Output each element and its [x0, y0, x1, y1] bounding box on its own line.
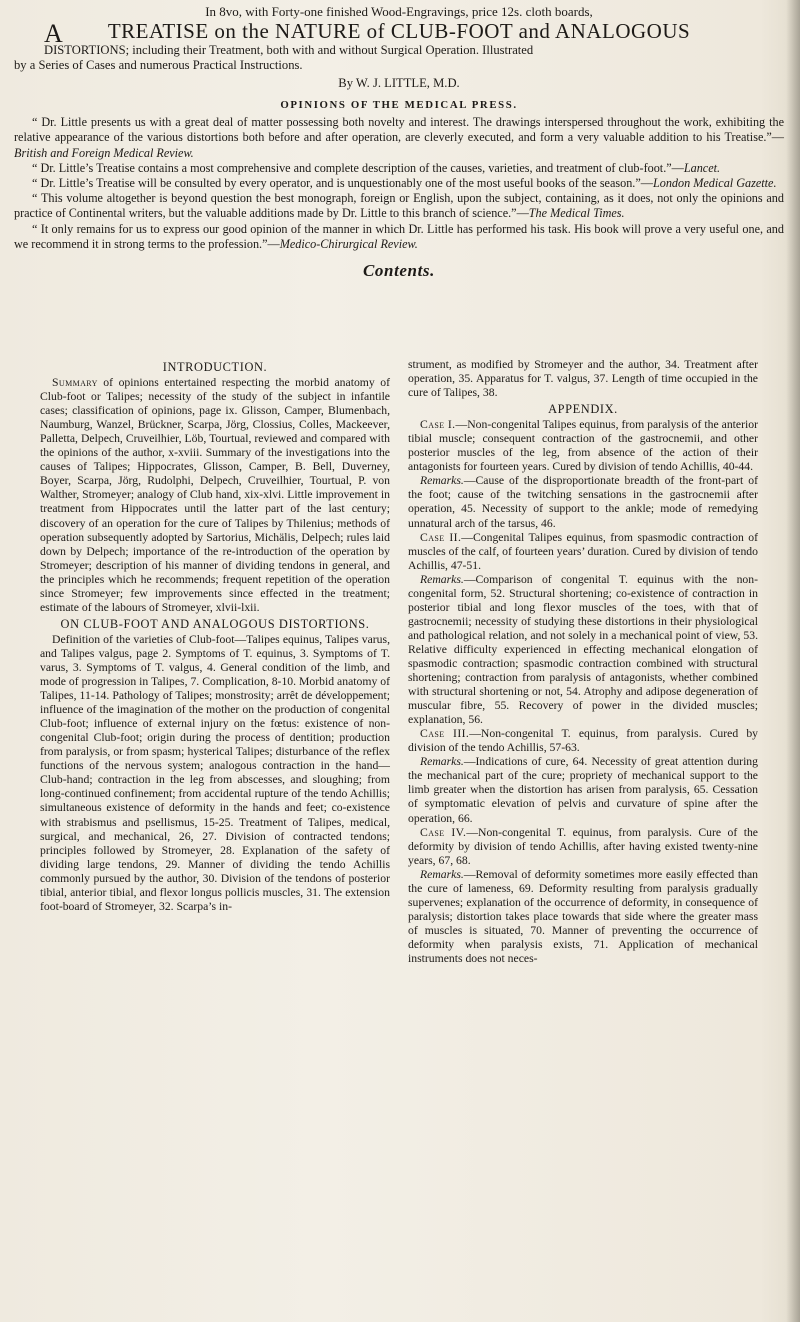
remarks-entry: Remarks.—Cause of the disproportionate breadth of the front-part of the foot; cause of the twitching sensations in the gastrocnemii after operation, 45. Necessity of support to the ankle; mode of remedying unnatural arch of the tarsus, 46.	[408, 474, 758, 530]
case-entry: Case I.—Non-congenital Talipes equinus, from paralysis of the anterior tibial muscle; consequent contraction of the gastrocnemii, and other posterior muscles of the leg, from absence of the action of their antagonists for fourteen years. Cured by division of tendo Achillis, 40-44.	[408, 418, 758, 474]
contents-heading: Contents.	[362, 261, 435, 281]
book-title	[14, 19, 784, 49]
opinions-heading: OPINIONS OF THE MEDICAL PRESS.	[280, 98, 518, 111]
page-edge-shadow	[786, 0, 800, 1322]
press-quote: “ Dr. Little’s Treatise contains a most comprehensive and complete description of the causes, varieties, and treatment of club-foot.”—Lancet.	[32, 160, 721, 175]
subtitle-line-1: DISTORTIONS; including their Treatment, both with and without Surgical Operation. Illustrated	[44, 43, 534, 58]
remarks-entry: Remarks.—Comparison of congenital T. equinus with the non-congenital form, 52. Structural shortening; co-existence of contraction in posterior tibial and long flexor muscles of the toes, with that of gastrocnemii; necessity of studying these distortions in their physiological and pathological relation, and not solely in a mechanical point of view, 53. Relative difficulty experienced in effecting mechanical elongation of spasmodic contraction; spasmodic contraction combined with structural shortening; contraction from paralysis of antagonists, whether combined with structural shortening or not, 54. Atrophy and adipose degeneration of muscular fibre, 55. Recovery of power in the divided muscles; explanation, 56.	[408, 572, 758, 727]
main-section-text: Definition of the varieties of Club-foot—Talipes equinus, Talipes varus, and Talipes valgus, page 2. Symptoms of T. equinus, 3. Symptoms of T. varus, 3. Symptoms of T. valgus, 4. General condition of the limb, and mode of progression in Talipes, 7. Complication, 8-10. Morbid anatomy of Talipes, 11-14. Pathology of Talipes; monstrosity; arrêt de développement; influence of the imagination of the mother on the production of congenital Club-foot; influence of external injury on the fœtus: existence of non-congenital Club-foot; origin during the process of dentition; production from paralysis, or from spasm; hysterical Talipes; disturbance of the reflex functions of the nervous system; analogous contraction in the hand—Club-hand; contraction in the leg from abscesses, and sloughing; from long-continued confinement; from accidental rupture of the tendo Achillis; simultaneous existence of deformity in the hands and feet; co-existence with strabismus and psellismus, 15-25. Treatment of Talipes, medical, surgical, and mechanical, 26, 27. Division of contracted tendons; principles followed by Stromeyer, 28. Explanation of the safety of dividing large tendons, 29. Manner of dividing the tendo Achillis commonly pursued by the author, 30. Division of the tendons of posterior tibial, anterior tibial, and flexor longus pollicis muscles, 31. The extension foot-board of Stromeyer, 32. Scarpa’s in-	[40, 632, 390, 913]
remarks-entry: Remarks.—Removal of deformity sometimes more easily effected than the cure of lameness, 69. Deformity resulting from paralysis gradually supervenes; explanation of the occurrence of deformity, in consequence of paralysis; distortion takes place towards that side where the greater mass of muscles is situated, 70. Manner of preventing the occurrence of deformity when paralysis exists, 71. Application of mechanical instruments does not neces-	[408, 867, 758, 965]
main-section-heading: ON CLUB-FOOT AND ANALOGOUS DISTORTIONS.	[60, 616, 370, 631]
subtitle-line-2: by a Series of Cases and numerous Practical Instructions.	[14, 58, 303, 73]
press-quote: “ This volume altogether is beyond question the best monograph, foreign or English, upon the subject, containing, as it does, not only the opinions and practice of Continental writers, but the valuable additions made by Dr. Little to this branch of science.”—The Medical Times.	[14, 191, 784, 221]
contents-right-column	[408, 358, 758, 966]
contents-left-column	[40, 358, 390, 914]
title-initial: A	[44, 19, 64, 49]
appendix-heading: APPENDIX.	[548, 402, 618, 417]
introduction-heading: INTRODUCTION.	[162, 360, 268, 374]
case-entry: Case II.—Congenital Talipes equinus, from spasmodic contraction of muscles of the calf, of fourteen years’ duration. Cured by division of tendo Achillis, 47-51.	[408, 530, 758, 572]
advertisement-header	[14, 4, 784, 282]
publication-line: In 8vo, with Forty-one finished Wood-Engravings, price 12s. cloth boards,	[205, 4, 593, 19]
author-byline: By W. J. LITTLE, M.D.	[338, 76, 460, 91]
press-quote: “ Dr. Little presents us with a great deal of matter possessing both novelty and interest. The drawings interspersed throughout the work, exhibiting the relative appearance of the various distortions both before and after operation, are cleverly executed, and form a very valuable addition to his Treatise.”—British and Foreign Medical Review.	[14, 115, 784, 160]
press-quote: “ It only remains for us to express our good opinion of the manner in which Dr. Little has performed his task. His book will prove a very useful one, and we recommend it in strong terms to the profession.”—Medico-Chirurgical Review.	[14, 221, 784, 251]
introduction-summary: Summary of opinions entertained respecting the morbid anatomy of Club-foot or Talipes; necessity of the study of the subject in infantile cases; classification of opinions, page ix. Glisson, Camper, Blumenbach, Naumburg, Wanzel, Brückner, Scarpa, Jörg, Clossius, Colles, Mackeever, Palletta, Delpech, Cruveilhier, Löb, Tourtual, reviewed and compared with the opinions of the author, x-xviii. Summary of the investigations into the causes of Talipes; Hippocrates, Glisson, Camper, B. Bell, Duverney, Boyer, Scarpa, Jörg, Rudolphi, Delpech, Cruveilhier, Tourtual, P. von Walther, Stromeyer; analogy of Club hand, xix-xlvi. Little improvement in treatment from Hippocrates until the latter part of the last century; discovery of an operation for the cure of Talipes by Thilenius; methods of operation subsequently adopted by Sartorius, Michälis, Delpech; rules laid down by Delpech; importance of the re-introduction of the operation by Stromeyer; description of his manner of dividing tendons in general, and the principles which he recommends; frequent repetition of the operation since Stromeyer; few improvements since effected in the treatment; estimate of the labours of Stromeyer, xlvii-lxii.	[40, 376, 390, 614]
case-entry: Case IV.—Non-congenital T. equinus, from paralysis. Cure of the deformity by division of tendo Achillis, after having existed twenty-nine years, 67, 68.	[408, 825, 758, 867]
case-entry: Case III.—Non-congenital T. equinus, from paralysis. Cured by division of the tendo Achillis, 57-63.	[408, 727, 759, 755]
title-text: TREATISE on the NATURE of CLUB-FOOT and ANALOGOUS	[107, 19, 691, 44]
continued-text: strument, as modified by Stromeyer and the author, 34. Treatment after operation, 35. Apparatus for T. valgus, 37. Length of time occupied in the cure of Talipes, 38.	[408, 358, 758, 400]
press-quote: “ Dr. Little’s Treatise will be consulted by every operator, and is unquestionably one of the most useful books of the season.”—London Medical Gazette.	[32, 176, 777, 191]
remarks-entry: Remarks.—Indications of cure, 64. Necessity of great attention during the mechanical part of the cure; propriety of mechanical support to the limb greater when the distortion has arisen from paralysis, 65. Cessation of symptomatic elevation of pelvis and curvature of spine after the operation, 66.	[408, 755, 758, 825]
